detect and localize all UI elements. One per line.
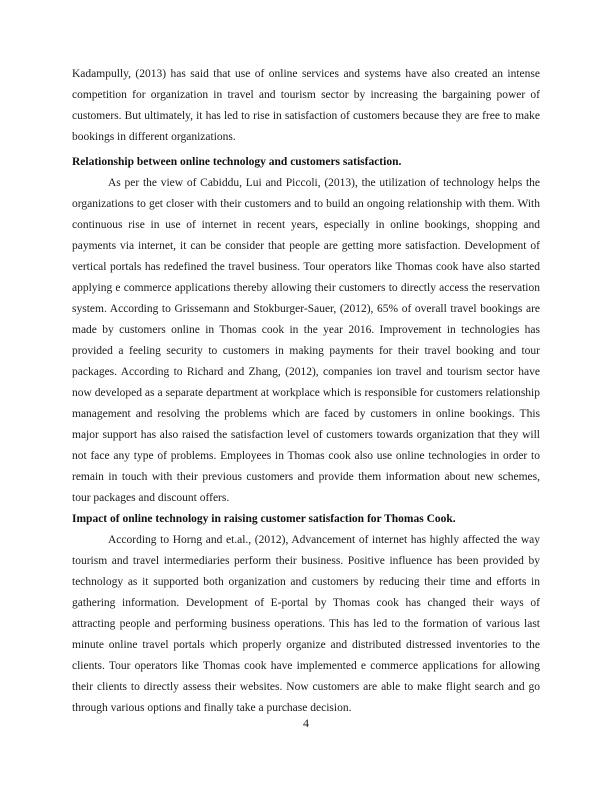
document-page bbox=[72, 64, 540, 719]
page-number: 4 bbox=[303, 716, 309, 730]
body-paragraph: According to Horng and et.al., (2012), Advancement of internet has highly affected the way tourism and travel intermediaries perform their business. Positive influence has been provided by technology as it supported both organization and customers by reducing their time and efforts in gathering information. Development of E-portal by Thomas cook has changed their ways of attracting people and performing business operations. This has led to the formation of various last minute online travel portals which properly organize and distributed distressed inventories to the clients. Tour operators like Thomas cook have implemented e commerce applications for allowing their clients to directly assess their websites. Now customers are able to make flight search and go through various options and finally take a purchase decision. bbox=[72, 534, 540, 714]
body-paragraph: Kadampully, (2013) has said that use of online services and systems have also created an intense competition for organization in travel and tourism sector by increasing the bargaining power of customers. But ultimately, it has led to rise in satisfaction of customers because they are free to make bookings in different organizations. bbox=[72, 68, 540, 143]
body-paragraph: As per the view of Cabiddu, Lui and Piccoli, (2013), the utilization of technology helps the organizations to get closer with their customers and to build an ongoing relationship with them. With continuous rise in use of internet in recent years, especially in online bookings, shopping and payments via internet, it can be consider that people are getting more satisfaction. Development of vertical portals has redefined the travel business. Tour operators like Thomas cook have also started applying e commerce applications thereby allowing their customers to directly access the reservation system. According to Grissemann and Stokburger-Sauer, (2012), 65% of overall travel bookings are made by customers online in Thomas cook in the year 2016. Improvement in technologies has provided a feeling security to customers in making payments for their travel booking and tour packages. According to Richard and Zhang, (2012), companies ion travel and tourism sector have now developed as a separate department at workplace which is responsible for customers relationship management and resolving the problems which are faced by customers in online bookings. This major support has also raised the satisfaction level of customers towards organization that they will not face any type of problems. Employees in Thomas cook also use online technologies in order to remain in touch with their previous customers and provide them information about new schemes, tour packages and discount offers. bbox=[72, 177, 540, 504]
section-heading: Impact of online technology in raising customer satisfaction for Thomas Cook. bbox=[72, 513, 456, 525]
section-heading: Relationship between online technology and customers satisfaction. bbox=[72, 156, 402, 168]
